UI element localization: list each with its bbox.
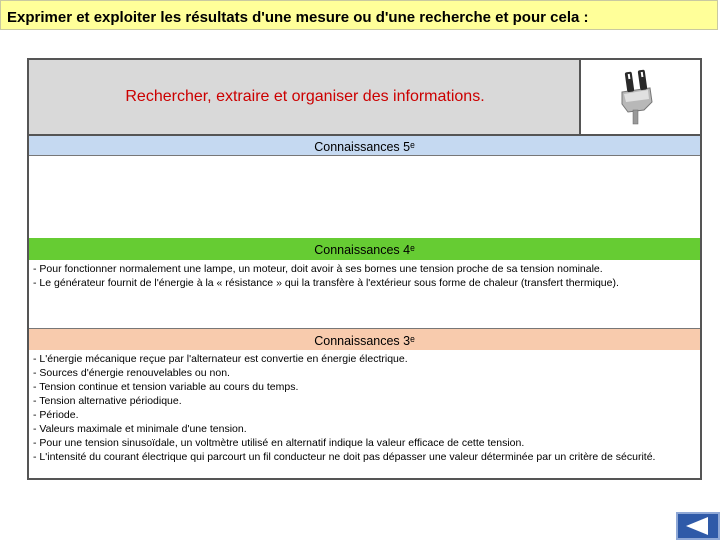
list-item: - L'intensité du courant électrique qui parcourt un fil conducteur ne doit pas dépasser une valeur déterminée par un critère de sécurité. — [33, 451, 656, 463]
content-frame — [27, 58, 702, 480]
list-item: - L'énergie mécanique reçue par l'alternateur est convertie en énergie électrique. — [33, 353, 408, 365]
list-item: - Le générateur fournit de l'énergie à la « résistance » qui la transfère à l'extérieur sous forme de chaleur (transfert thermique). — [33, 277, 619, 289]
list-item: - Pour fonctionner normalement une lampe, un moteur, doit avoir à ses bornes une tension proche de sa tension nominale. — [33, 263, 603, 275]
section-5e-header — [29, 134, 700, 156]
list-item: - Sources d'énergie renouvelables ou non. — [33, 367, 230, 379]
top-banner — [0, 0, 718, 30]
section-3e-body — [33, 352, 696, 464]
section-4e-label: Connaissances 4ᵉ — [314, 243, 415, 257]
banner-title: Exprimer et exploiter les résultats d'une mesure ou d'une recherche et pour cela : — [7, 9, 589, 26]
icon-cell — [581, 60, 700, 134]
list-item: - Période. — [33, 409, 79, 421]
back-button[interactable] — [676, 512, 720, 540]
section-5e-label: Connaissances 5ᵉ — [314, 140, 415, 154]
section-4e-header — [29, 238, 700, 260]
back-arrow-icon — [678, 514, 718, 538]
list-item: - Valeurs maximale et minimale d'une tension. — [33, 423, 247, 435]
plug-icon — [614, 68, 658, 128]
list-item: - Tension continue et tension variable au cours du temps. — [33, 381, 299, 393]
section-4e-body — [33, 262, 696, 290]
list-item: - Tension alternative périodique. — [33, 395, 182, 407]
section-5e-body — [29, 156, 700, 238]
section-3e-header — [29, 328, 700, 350]
section-header — [29, 60, 581, 134]
section-3e-label: Connaissances 3ᵉ — [314, 334, 415, 348]
list-item: - Pour une tension sinusoïdale, un voltmètre utilisé en alternatif indique la valeur efficace de cette tension. — [33, 437, 525, 449]
section-title: Rechercher, extraire et organiser des informations. — [125, 88, 485, 105]
